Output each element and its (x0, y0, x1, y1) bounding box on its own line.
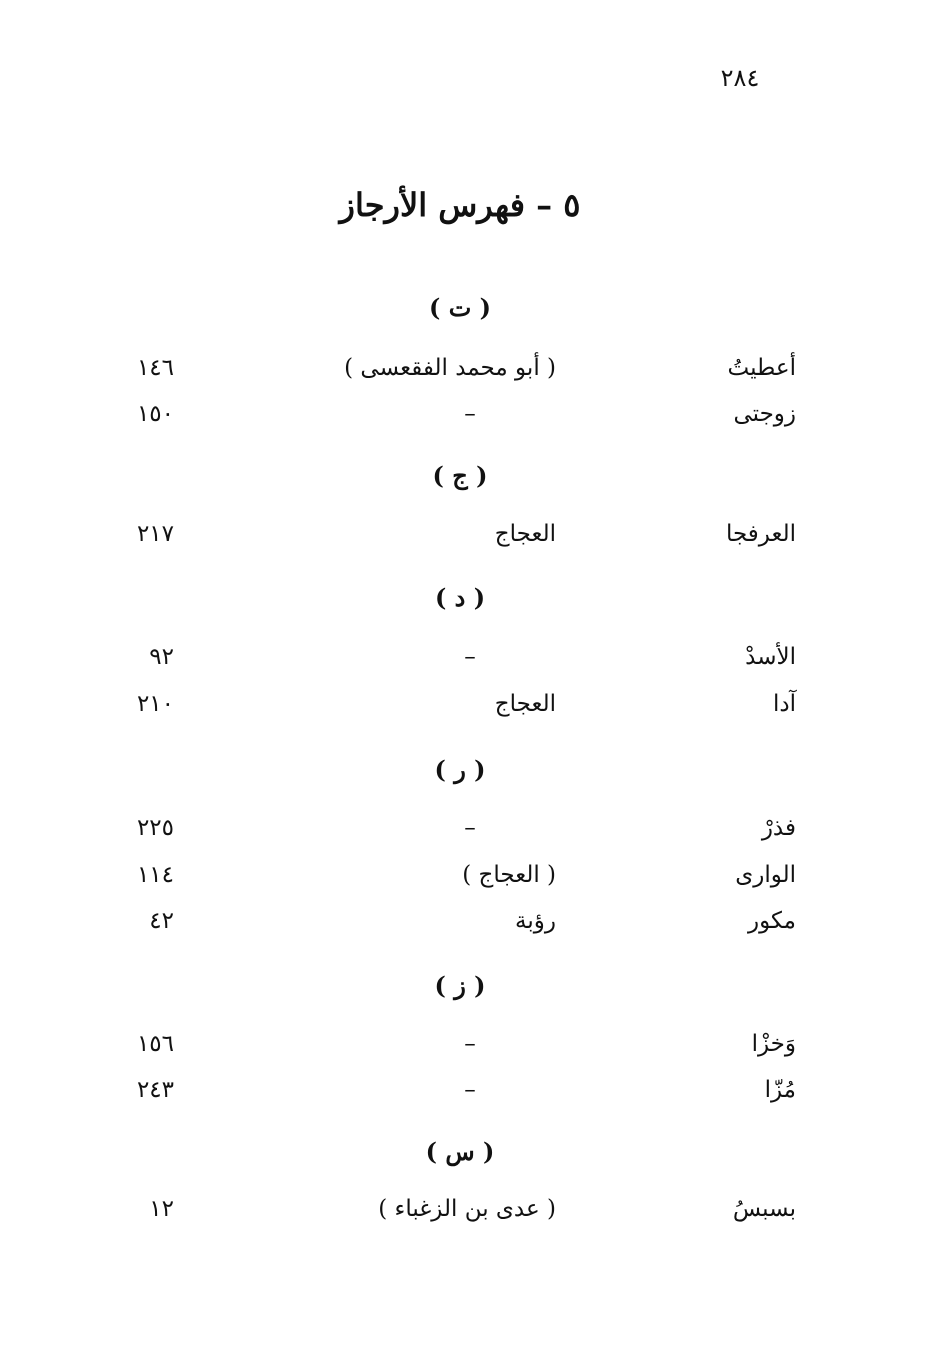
poet-name: – (464, 1031, 476, 1057)
page-title: ٥ – فهرس الأرجاز (339, 186, 581, 224)
index-entry (0, 397, 940, 431)
letter-heading: ( د ) (434, 583, 486, 612)
index-entry (0, 517, 940, 551)
page-reference: ٢٤٣ (136, 1077, 174, 1103)
letter-heading: ( ز ) (434, 971, 486, 1000)
letter-heading: ( ر ) (434, 755, 486, 784)
page-reference: ٢١٠ (136, 691, 174, 717)
rhyme-word: وَخزْا (751, 1031, 796, 1057)
letter-heading: ( ت ) (428, 293, 491, 322)
index-entry (0, 351, 940, 385)
rhyme-word: مُزّا (764, 1077, 796, 1103)
poet-name: العجاج (494, 521, 556, 547)
page-reference: ١٥٠ (136, 401, 174, 427)
rhyme-word: بسبسُ (732, 1196, 796, 1222)
poet-name: – (464, 644, 476, 670)
rhyme-word: زوجتى (733, 401, 796, 427)
page-reference: ٢٢٥ (136, 815, 174, 841)
page-reference: ٢١٧ (136, 521, 174, 547)
page-reference: ١١٤ (136, 862, 174, 888)
index-entry (0, 904, 940, 938)
index-entry (0, 687, 940, 721)
rhyme-word: آدا (772, 691, 796, 717)
poet-name: – (464, 1077, 476, 1103)
page-reference: ٤٢ (149, 908, 174, 934)
rhyme-word: العرفجا (725, 521, 796, 547)
poet-name: – (464, 815, 476, 841)
rhyme-word: فذرْ (761, 815, 796, 841)
index-entry (0, 640, 940, 674)
page-reference: ٩٢ (149, 644, 174, 670)
index-entry (0, 1073, 940, 1107)
poet-name: – (464, 401, 476, 427)
rhyme-word: الوارى (735, 862, 796, 888)
index-entry (0, 1192, 940, 1226)
poet-name: رؤبة (515, 908, 556, 934)
letter-heading: ( س ) (425, 1137, 495, 1166)
page-number: ٢٨٤ (720, 64, 760, 92)
rhyme-word: أعطيتُ (727, 355, 796, 381)
poet-name: ( العجاج ) (462, 862, 556, 888)
poet-name: ( أبو محمد الفقعسى ) (344, 355, 556, 381)
index-entry (0, 1027, 940, 1061)
index-entry (0, 811, 940, 845)
page-reference: ١٤٦ (136, 355, 174, 381)
page-reference: ١٢ (149, 1196, 174, 1222)
index-entry (0, 858, 940, 892)
rhyme-word: مكور (747, 908, 796, 934)
poet-name: العجاج (494, 691, 556, 717)
rhyme-word: الأسدْ (745, 644, 796, 670)
poet-name: ( عدى بن الزغباء ) (378, 1196, 556, 1222)
letter-heading: ( ج ) (432, 461, 488, 490)
page-reference: ١٥٦ (136, 1031, 174, 1057)
